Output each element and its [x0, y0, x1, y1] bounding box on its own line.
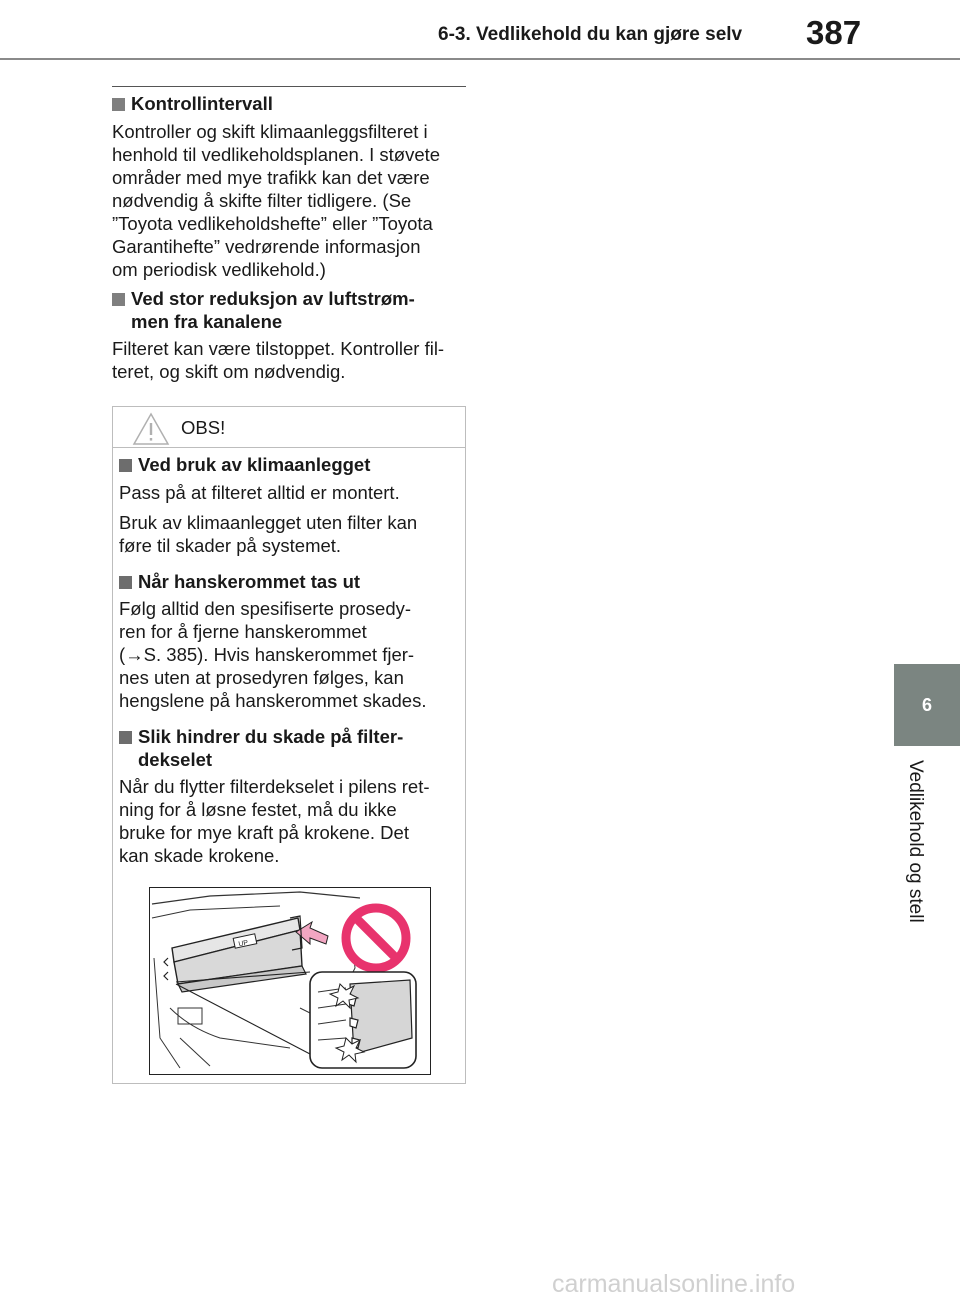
page-number: 387: [806, 14, 862, 51]
chapter-tab-label: Vedlikehold og stell: [905, 760, 926, 923]
caution-text-filter-montert: Pass på at filteret alltid er montert.: [119, 482, 400, 503]
square-bullet-icon: [112, 293, 125, 306]
caution-header: [113, 407, 465, 448]
caution-heading-filterdeksel: Slik hindrer du skade på filter- dekselet: [119, 725, 459, 771]
chapter-tab-number[interactable]: 6: [894, 664, 960, 746]
section-body-kontrollintervall: Kontroller og skift klimaanleggsfilteret i henhold til vedlikeholdsplanen. I støvete områder med mye trafikk kan det være nødvendig å skifte filter tidligere. (Se ”Toyota vedlikeholdshefte” eller ”Toyota Garantihefte” vedrørende informasjon om periodisk vedlikehold.): [112, 121, 441, 280]
filter-cover-illustration: [149, 887, 431, 1075]
caution-text-uten-filter: Bruk av klimaanlegget uten filter kan føre til skader på systemet.: [119, 512, 418, 556]
square-bullet-icon: [119, 576, 132, 589]
square-bullet-icon: [119, 459, 132, 472]
caution-heading-hanskerommet: Når hanskerommet tas ut: [119, 570, 459, 593]
square-bullet-icon: [112, 98, 125, 111]
section-body-luftstrom: Filteret kan være tilstoppet. Kontroller fil- teret, og skift om nødvendig.: [112, 338, 445, 382]
watermark: carmanualsonline.info: [552, 1270, 796, 1298]
section-header-title: 6-3. Vedlikehold du kan gjøre selv: [438, 24, 743, 45]
caution-text-hanskerommet: Følg alltid den spesifiserte prosedy- ren for å fjerne hanskerommet (→S. 385). Hvis hanskerommet fjer- nes uten at prosedyren følges, kan hengslene på hanskerommet skades.: [119, 598, 427, 711]
section-heading-luftstrom: Ved stor reduksjon av luftstrøm- men fra kanalene: [112, 287, 466, 333]
square-bullet-icon: [119, 731, 132, 744]
filter-cover-drawing: [150, 888, 430, 1074]
caution-label: OBS!: [181, 417, 226, 438]
up-label: UP: [237, 939, 249, 949]
warning-triangle-icon: [131, 411, 171, 447]
caution-heading-klimaanlegg: Ved bruk av klimaanlegget: [119, 453, 459, 476]
header-divider: [0, 58, 960, 60]
caution-box: [112, 406, 466, 1084]
column-rule: [112, 86, 466, 87]
section-heading-kontrollintervall: Kontrollintervall: [112, 92, 466, 115]
caution-text-filterdeksel: Når du flytter filterdekselet i pilens ret- ning for å løsne festet, må du ikke bruke for mye kraft på krokene. Det kan skade krokene.: [119, 776, 430, 866]
